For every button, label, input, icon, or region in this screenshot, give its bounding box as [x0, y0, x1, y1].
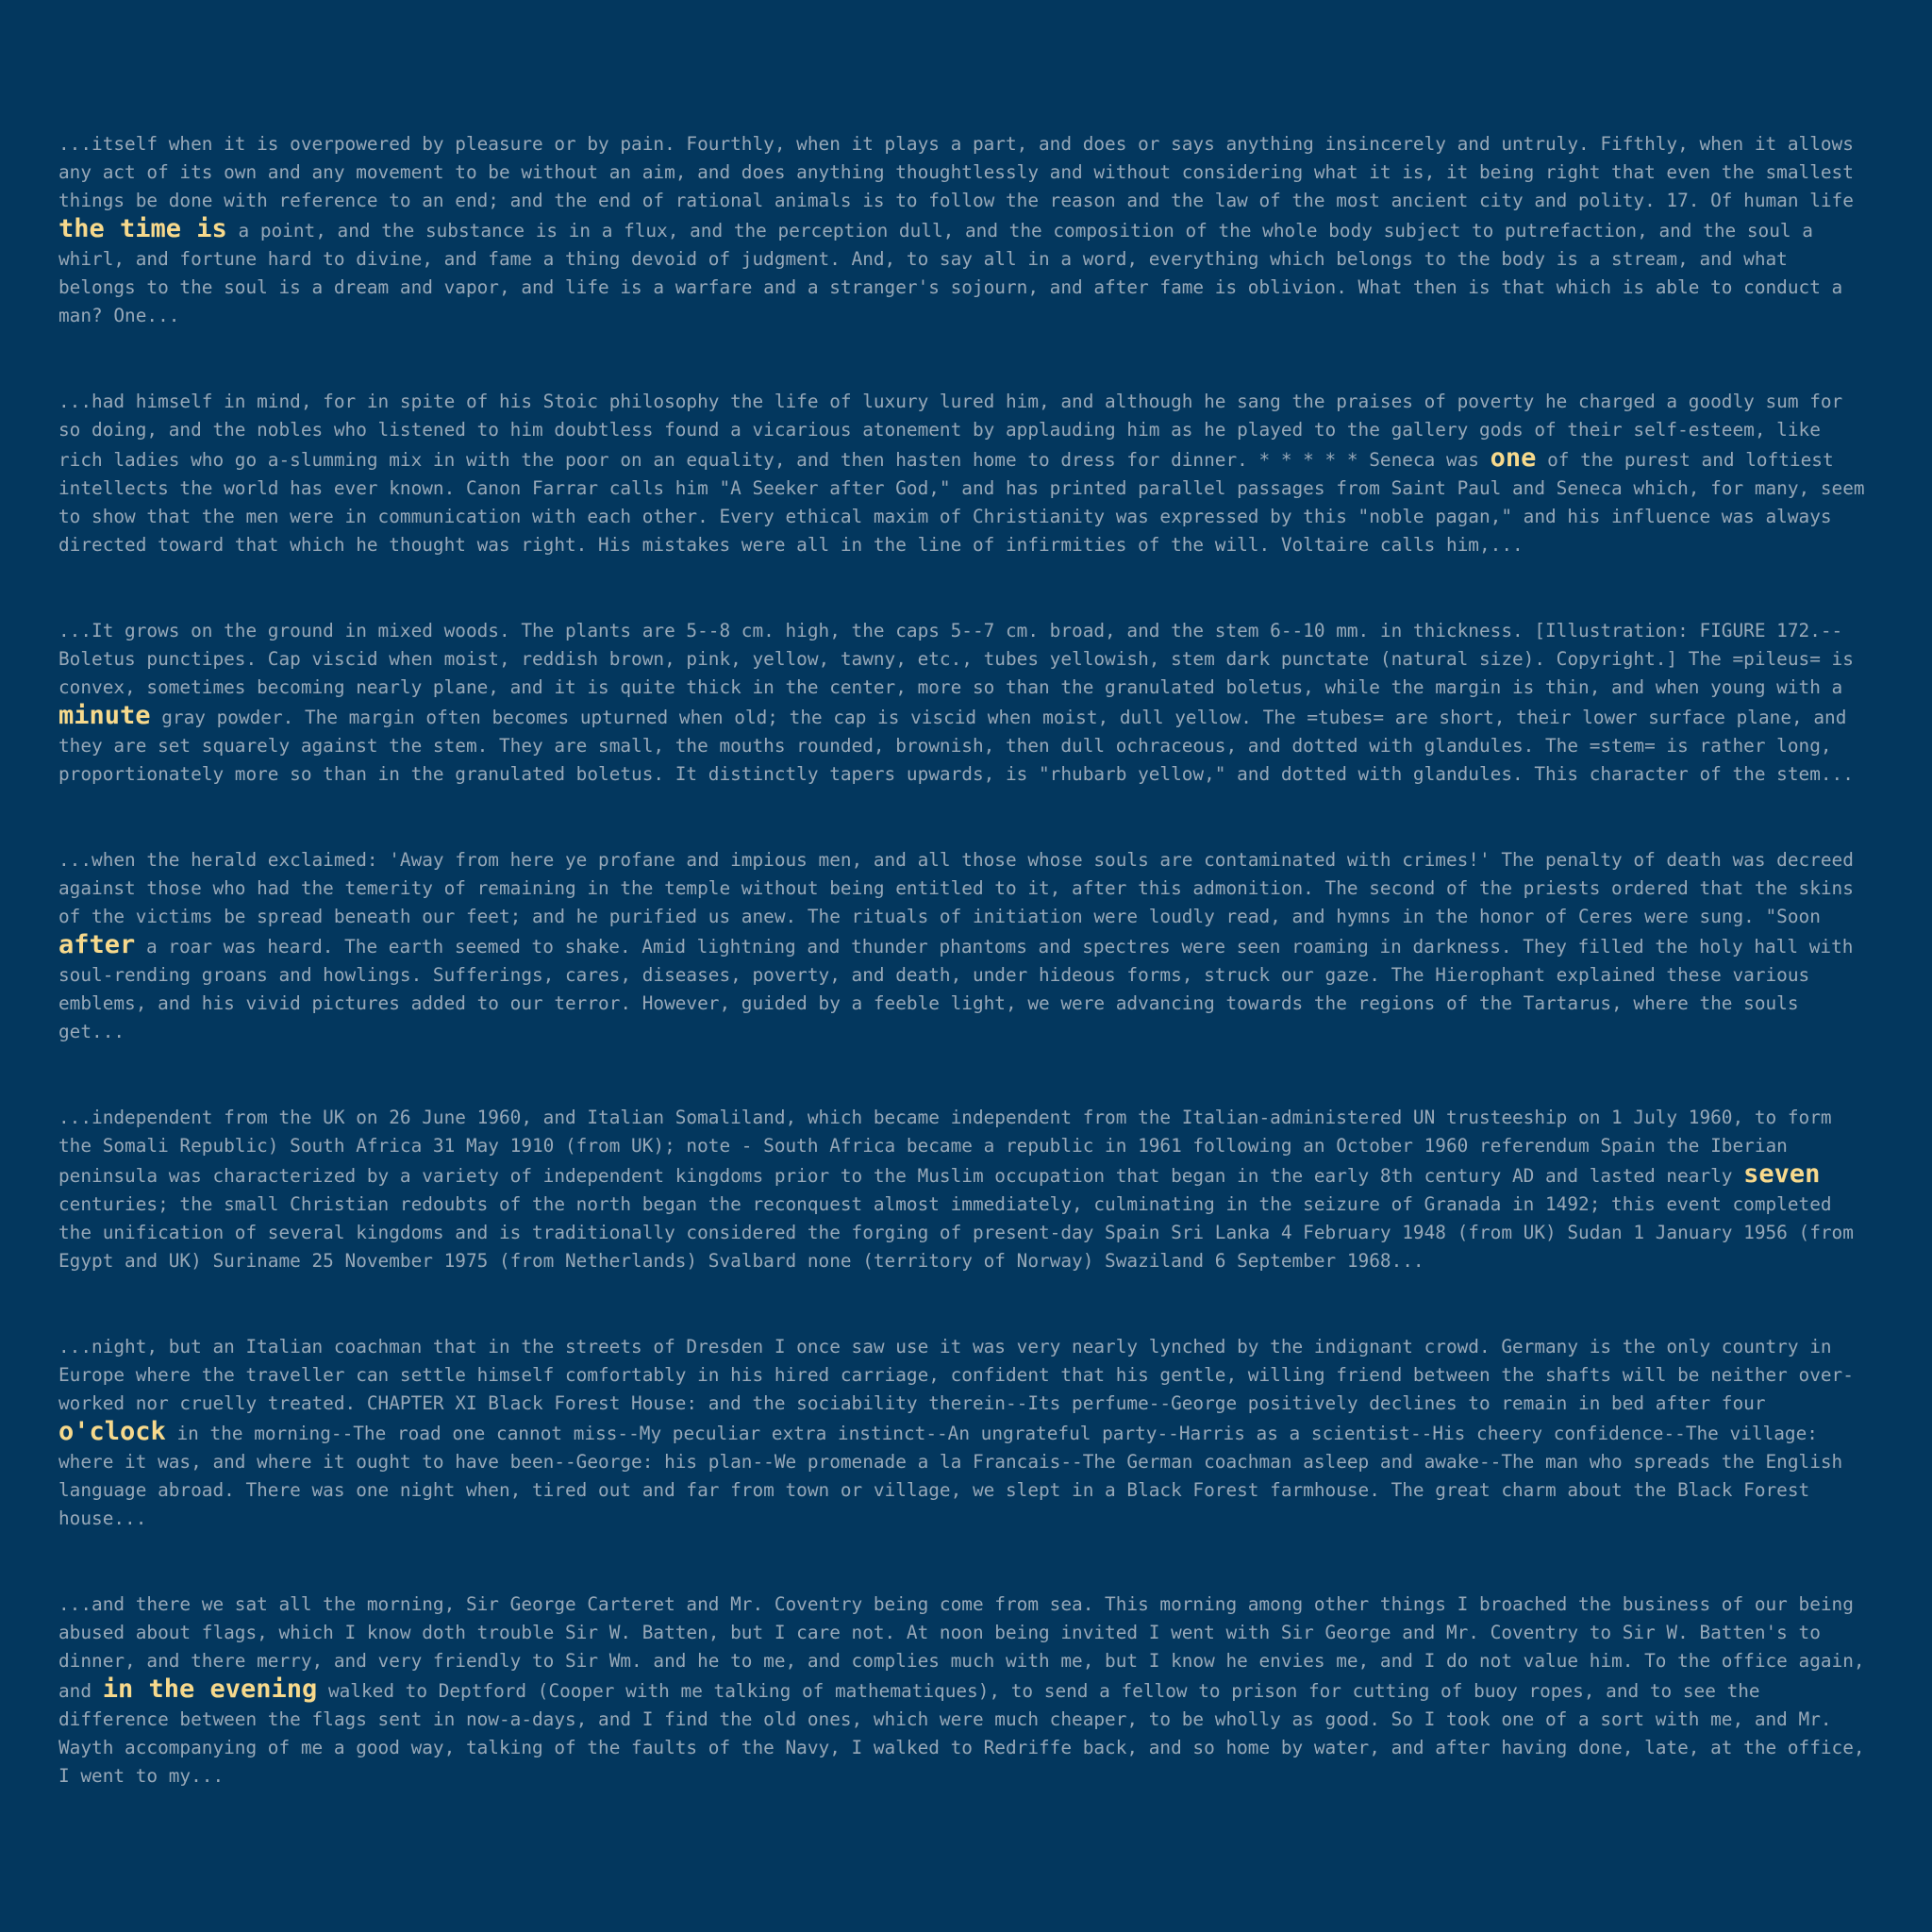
passage-text-after: gray powder. The margin often becomes upturned when old; the cap is viscid when moist, dull yellow. The =tubes= are short, their lower surface plane, and they are set squarely against the stem. They are small, the mouths rounded, brownish, then dull ochraceous, and dotted with glandules. The =stem= is rather long, proportionately more so than in the granulated boletus. It distinctly tapers upwards, is "rhubarb yellow," and dotted with glandules. This character of the stem...: [58, 707, 1854, 785]
passage-text-after: of the purest and loftiest intellects the world has ever known. Canon Farrar calls him "A Seeker after God," and has printed parallel passages from Saint Paul and Seneca which, for many, seem to show that the men were in communication with each other. Every ethical maxim of Christianity was expressed by this "noble pagan," and his influence was always directed toward that which he thought was right. His mistakes were all in the line of infirmities of the will. Voltaire calls him,...: [58, 449, 1865, 556]
text-passage-2: [58, 388, 1874, 559]
highlighted-phrase: one: [1490, 443, 1537, 473]
passage-text-after: in the morning--The road one cannot miss--My peculiar extra instinct--An ungrateful party--Harris as a scientist--His cheery confidence--The village: where it was, and where it ought to have been--George: his plan--We promenade a la Francais--The German coachman asleep and awake--The man who spreads the English language abroad. There was one night when, tired out and far from town or village, we slept in a Black Forest farmhouse. The great charm about the Black Forest house...: [58, 1423, 1843, 1529]
highlighted-phrase: minute: [58, 701, 151, 730]
passage-text-before: ...It grows on the ground in mixed woods. The plants are 5--8 cm. high, the caps 5--7 cm. broad, and the stem 6--10 mm. in thickness. [Illustration: FIGURE 172.--Boletus punctipes. Cap viscid when moist, reddish brown, pink, yellow, tawny, etc., tubes yellowish, stem dark punctate (natural size). Copyright.] The =pileus= is convex, sometimes becoming nearly plane, and it is quite thick in the center, more so than the granulated boletus, while the margin is thin, and when young with a: [58, 620, 1854, 698]
passage-text-after: walked to Deptford (Cooper with me talking of mathematiques), to send a fellow to prison for cutting of buoy ropes, and to see the difference between the flags sent in now-a-days, and I find the old ones, which were much cheaper, to be wholly as good. So I took one of a sort with me, and Mr. Wayth accompanying of me a good way, talking of the faults of the Navy, I walked to Redriffe back, and so home by water, and after having done, late, at the office, I went to my...: [58, 1680, 1865, 1787]
passage-text-before: ...independent from the UK on 26 June 1960, and Italian Somaliland, which became independent from the Italian-administered UN trusteeship on 1 July 1960, to form the Somali Republic) South Africa 31 May 1910 (from UK); note - South Africa became a republic in 1961 following an October 1960 referendum Spain the Iberian peninsula was characterized by a variety of independent kingdoms prior to the Muslim occupation that began in the early 8th century AD and lasted nearly: [58, 1107, 1832, 1187]
passage-text-after: centuries; the small Christian redoubts of the north began the reconquest almost immediately, culminating in the seizure of Granada in 1492; this event completed the unification of several kingdoms and is traditionally considered the forging of present-day Spain Sri Lanka 4 February 1948 (from UK) Sudan 1 January 1956 (from Egypt and UK) Suriname 25 November 1975 (from Netherlands) Svalbard none (territory of Norway) Swaziland 6 September 1968...: [58, 1193, 1854, 1272]
text-passage-5: [58, 1104, 1874, 1275]
text-passage-3: [58, 617, 1874, 789]
passage-text-before: ...night, but an Italian coachman that in the streets of Dresden I once saw use it was very nearly lynched by the indignant crowd. Germany is the only country in Europe where the traveller can settle himself comfortably in his hired carriage, confident that his gentle, willing friend between the shafts will be neither over-worked nor cruelly treated. CHAPTER XI Black Forest House: and the sociability therein--Its perfume--George positively declines to remain in bed after four: [58, 1336, 1854, 1414]
highlighted-phrase: o'clock: [58, 1417, 166, 1446]
highlighted-phrase: in the evening: [102, 1674, 318, 1704]
passage-text-before: ...and there we sat all the morning, Sir George Carteret and Mr. Coventry being come from sea. This morning among other things I broached the business of our being abused about flags, which I know doth trouble Sir W. Batten, but I care not. At noon being invited I went with Sir George and Mr. Coventry to Sir W. Batten's to dinner, and there merry, and very friendly to Sir Wm. and he to me, and complies much with me, but I know he envies me, and I do not value him. To the office again, and: [58, 1593, 1865, 1702]
text-passage-4: [58, 846, 1874, 1046]
highlighted-phrase: after: [58, 930, 136, 959]
text-passage-6: [58, 1333, 1874, 1533]
passage-text-before: ...had himself in mind, for in spite of his Stoic philosophy the life of luxury lured him, and although he sang the praises of poverty he charged a goodly sum for so doing, and the nobles who listened to him doubtless found a vicarious atonement by applauding him as he played to the gallery gods of their self-esteem, like rich ladies who go a-slumming mix in with the poor on an equality, and then hasten home to dress for dinner. * * * * * Seneca was: [58, 391, 1843, 471]
highlighted-phrase: seven: [1743, 1159, 1821, 1189]
text-passage-7: [58, 1591, 1874, 1790]
passage-text-before: ...itself when it is overpowered by pleasure or by pain. Fourthly, when it plays a part, and does or says anything insincerely and untruly. Fifthly, when it allows any act of its own and any movement to be without an aim, and does anything thoughtlessly and without considering what it is, it being right that even the smallest things be done with reference to an end; and the end of rational animals is to follow the reason and the law of the most ancient city and polity. 17. Of human life: [58, 133, 1854, 211]
text-passage-1: [58, 130, 1874, 330]
passage-text-after: a point, and the substance is in a flux, and the perception dull, and the composition of the whole body subject to putrefaction, and the soul a whirl, and fortune hard to divine, and fame a thing devoid of judgment. And, to say all in a word, everything which belongs to the body is a stream, and what belongs to the soul is a dream and vapor, and life is a warfare and a stranger's sojourn, and after fame is oblivion. What then is that which is able to conduct a man? One...: [58, 220, 1843, 326]
passage-text-after: a roar was heard. The earth seemed to shake. Amid lightning and thunder phantoms and spectres were seen roaming in darkness. They filled the holy hall with soul-rending groans and howlings. Sufferings, cares, diseases, poverty, and death, under hideous forms, struck our gaze. The Hierophant explained these various emblems, and his vivid pictures added to our terror. However, guided by a feeble light, we were advancing towards the regions of the Tartarus, where the souls get...: [58, 936, 1854, 1042]
passage-text-before: ...when the herald exclaimed: 'Away from here ye profane and impious men, and all those whose souls are contaminated with crimes!' The penalty of death was decreed against those who had the temerity of remaining in the temple without being entitled to it, after this admonition. The second of the priests ordered that the skins of the victims be spread beneath our feet; and he purified us anew. The rituals of initiation were loudly read, and hymns in the honor of Ceres were sung. "Soon: [58, 849, 1854, 927]
highlighted-phrase: the time is: [58, 214, 227, 243]
